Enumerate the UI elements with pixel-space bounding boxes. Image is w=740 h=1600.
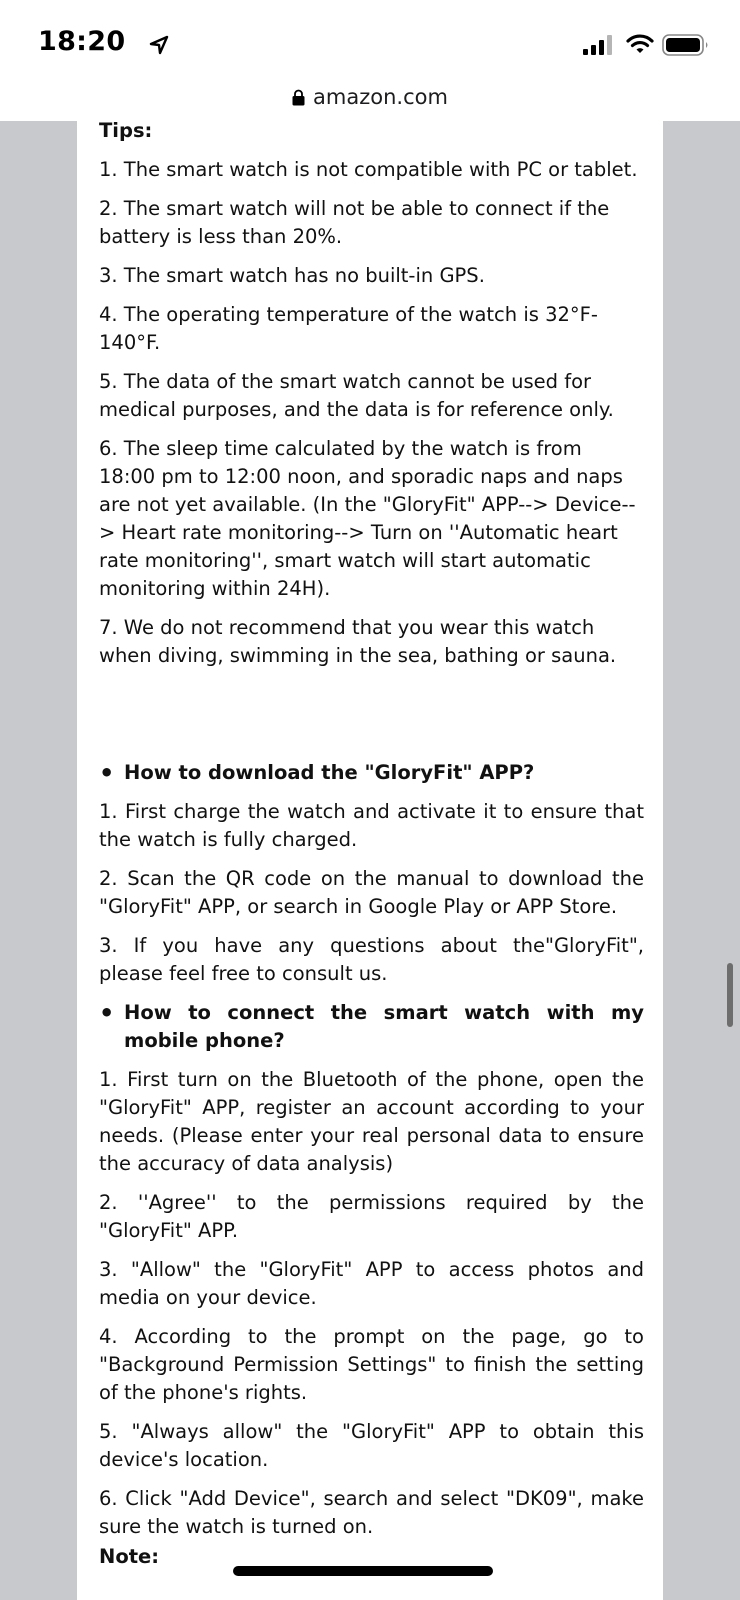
- download-step: 1. First charge the watch and activate it to ensure that the watch is fully charged.: [99, 800, 644, 851]
- lock-icon: [292, 89, 305, 106]
- download-section-heading: [99, 759, 644, 787]
- connect-section-heading: [99, 999, 644, 1055]
- wifi-icon: [626, 32, 654, 56]
- section-spacer: [99, 681, 644, 759]
- tip-item: 4. The operating temperature of the watch is 32°F-140°F.: [99, 303, 598, 354]
- browser-url-bar[interactable]: [0, 85, 740, 121]
- bullet-icon: •: [99, 999, 115, 1027]
- scrollbar-thumb[interactable]: [727, 963, 733, 1027]
- download-step: 3. If you have any questions about the"GloryFit", please feel free to consult us.: [99, 934, 644, 985]
- battery-icon: [662, 33, 710, 57]
- tip-item: 3. The smart watch has no built-in GPS.: [99, 264, 485, 287]
- tip-item: 5. The data of the smart watch cannot be used for medical purposes, and the data is for reference only.: [99, 370, 614, 421]
- connect-step: 3. "Allow" the "GloryFit" APP to access photos and media on your device.: [99, 1258, 644, 1309]
- note-label: Note:: [99, 1545, 160, 1568]
- location-arrow-icon: [148, 34, 170, 56]
- bullet-icon: •: [99, 759, 115, 787]
- tip-item: 2. The smart watch will not be able to connect if the battery is less than 20%.: [99, 197, 610, 248]
- download-step: 2. Scan the QR code on the manual to download the "GloryFit" APP, or search in Google Play or APP Store.: [99, 867, 644, 918]
- product-description-card: [77, 121, 663, 1600]
- url-text: amazon.com: [313, 85, 448, 109]
- tip-item: 7. We do not recommend that you wear this watch when diving, swimming in the sea, bathing or sauna.: [99, 616, 617, 667]
- cellular-signal-icon: [583, 34, 615, 56]
- home-indicator[interactable]: [233, 1566, 493, 1576]
- connect-step: 4. According to the prompt on the page, go to "Background Permission Settings" to finish the setting of the phone's rights.: [99, 1325, 644, 1404]
- status-bar: [0, 0, 740, 85]
- connect-step: 1. First turn on the Bluetooth of the phone, open the "GloryFit" APP, register an account according to your needs. (Please enter your real personal data to ensure the accuracy of data analysis): [99, 1068, 644, 1175]
- tip-item: 6. The sleep time calculated by the watch is from 18:00 pm to 12:00 noon, and sporadic naps and naps are not yet available. (In the "GloryFit" APP--> Device--> Heart rate monitoring--> Turn on ''Automatic heart rate monitoring'', smart watch will start automatic monitoring within 24H).: [99, 437, 636, 600]
- tip-item: 1. The smart watch is not compatible with PC or tablet.: [99, 158, 638, 181]
- connect-step: 5. "Always allow" the "GloryFit" APP to obtain this device's location.: [99, 1420, 644, 1471]
- product-description-text: [99, 121, 644, 1552]
- status-time: 18:20: [38, 26, 126, 57]
- connect-heading-text: How to connect the smart watch with my mobile phone?: [124, 1001, 644, 1052]
- page-viewport[interactable]: [0, 121, 740, 1600]
- tips-heading: Tips:: [99, 121, 153, 142]
- connect-step: 6. Click "Add Device", search and select "DK09", make sure the watch is turned on.: [99, 1487, 644, 1538]
- download-heading-text: How to download the "GloryFit" APP?: [124, 761, 535, 784]
- connect-step: 2. ''Agree'' to the permissions required by the "GloryFit" APP.: [99, 1191, 644, 1242]
